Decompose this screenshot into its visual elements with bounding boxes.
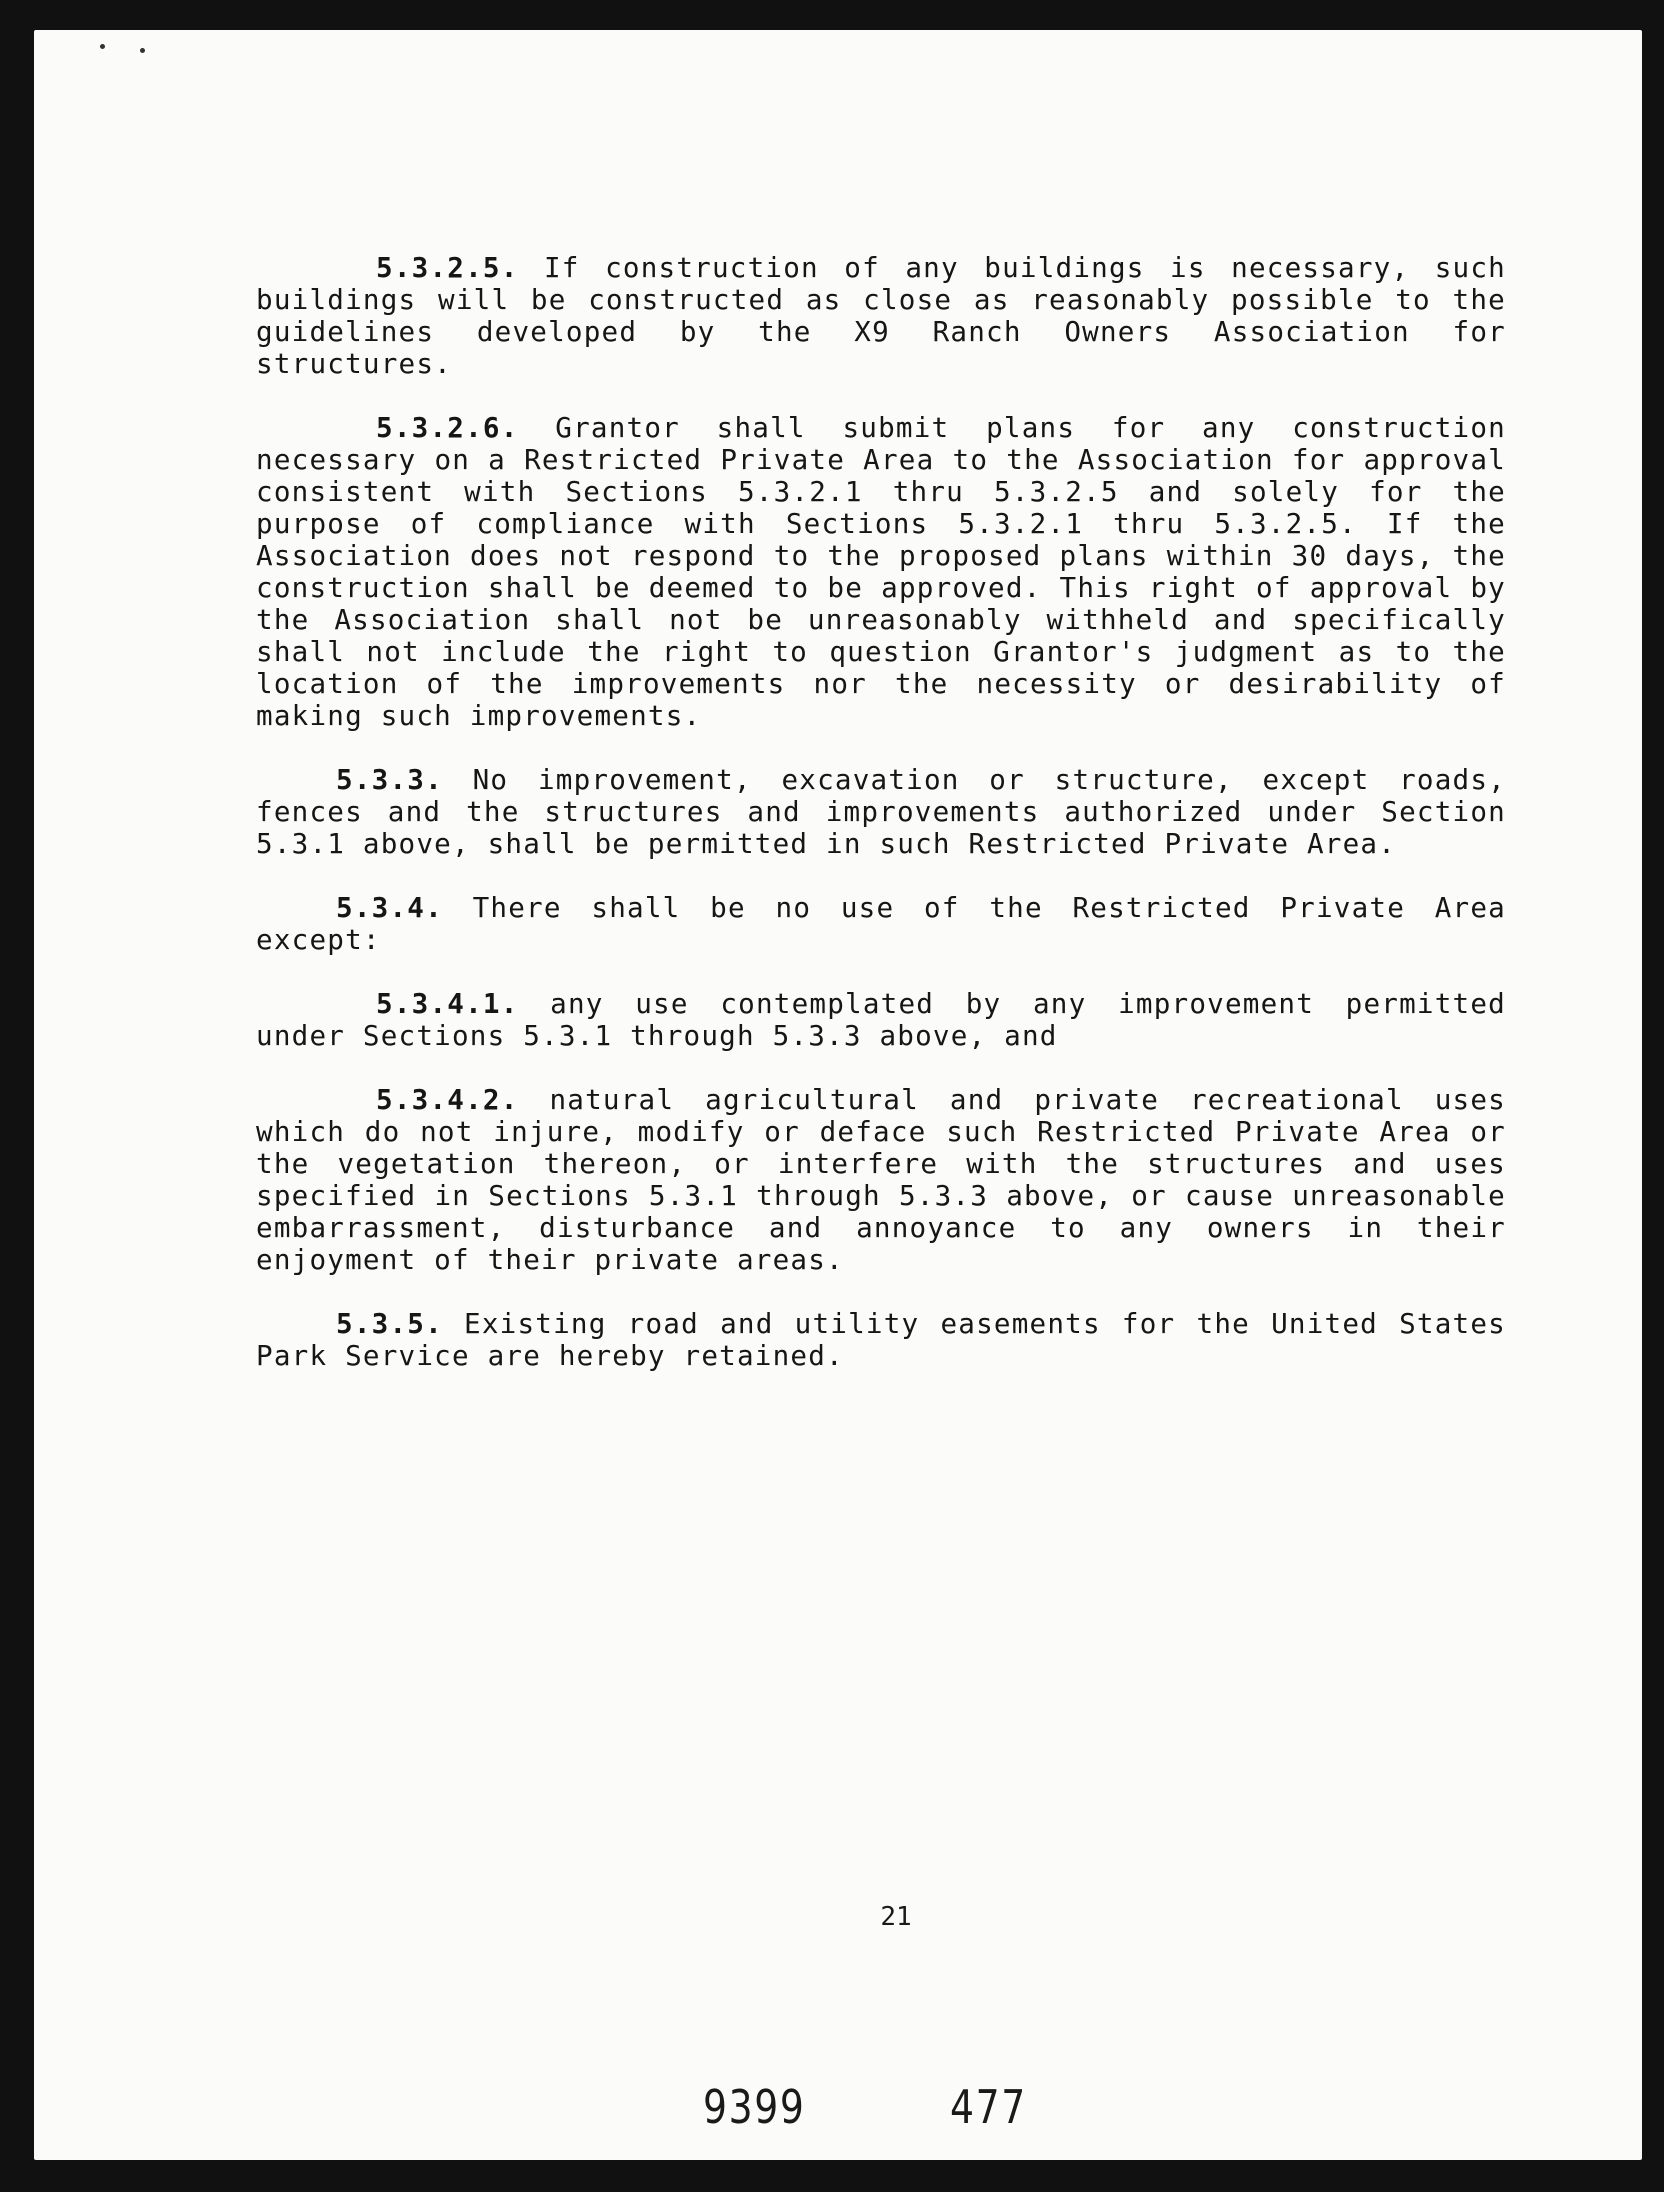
paragraph-text: natural agricultural and private recreational uses which do not injure, modify or deface such Restricted Private Area or the vegetation thereon, or interfere with the structures and uses specified in Sections 5.3.1 through 5.3.3 above, or cause unreasonable embarrassment, disturbance and annoyance to any owners in their enjoyment of their private areas. [256,1083,1506,1276]
scan-speck [140,48,145,53]
section-number: 5.3.3. [336,763,443,796]
page-number: 21 [880,1902,912,1932]
paragraph-5-3-4-2 [256,1084,1506,1276]
recording-stamp-page: 477 [950,2080,1027,2134]
paragraph-text: No improvement, excavation or structure, except roads, fences and the structures and improvements authorized under Section 5.3.1 above, shall be permitted in such Restricted Private Area. [256,763,1506,860]
paragraph-text: Existing road and utility easements for the United States Park Service are hereby retained. [256,1307,1506,1372]
scan-speck [100,44,105,49]
paragraph-5-3-2-6 [256,412,1506,732]
paragraph-5-3-5 [256,1308,1506,1372]
section-number: 5.3.4. [336,891,443,924]
section-number: 5.3.5. [336,1307,443,1340]
recording-stamp-book: 9399 [703,2080,806,2134]
document-body [256,252,1506,1404]
paragraph-text: Grantor shall submit plans for any construction necessary on a Restricted Private Area to the Association for approval consistent with Sections 5.3.2.1 thru 5.3.2.5 and solely for the purpose of compliance with Sections 5.3.2.1 thru 5.3.2.5. If the Association does not respond to the proposed plans within 30 days, the construction shall be deemed to be approved. This right of approval by the Association shall not be unreasonably withheld and specifically shall not include the right to question Grantor's judgment as to the location of the improvements nor the necessity or desirability of making such improvements. [256,411,1506,732]
paragraph-5-3-3 [256,764,1506,860]
paragraph-text: If construction of any buildings is necessary, such buildings will be constructed as close as reasonably possible to the guidelines developed by the X9 Ranch Owners Association for structures. [256,251,1506,380]
paragraph-5-3-4 [256,892,1506,956]
section-number: 5.3.4.1. [376,987,519,1020]
paragraph-5-3-2-5 [256,252,1506,380]
paragraph-5-3-4-1 [256,988,1506,1052]
paragraph-text: There shall be no use of the Restricted Private Area except: [256,891,1506,956]
paragraph-text: any use contemplated by any improvement permitted under Sections 5.3.1 through 5.3.3 above, and [256,987,1506,1052]
section-number: 5.3.2.6. [376,411,519,444]
section-number: 5.3.2.5. [376,251,519,284]
section-number: 5.3.4.2. [376,1083,519,1116]
